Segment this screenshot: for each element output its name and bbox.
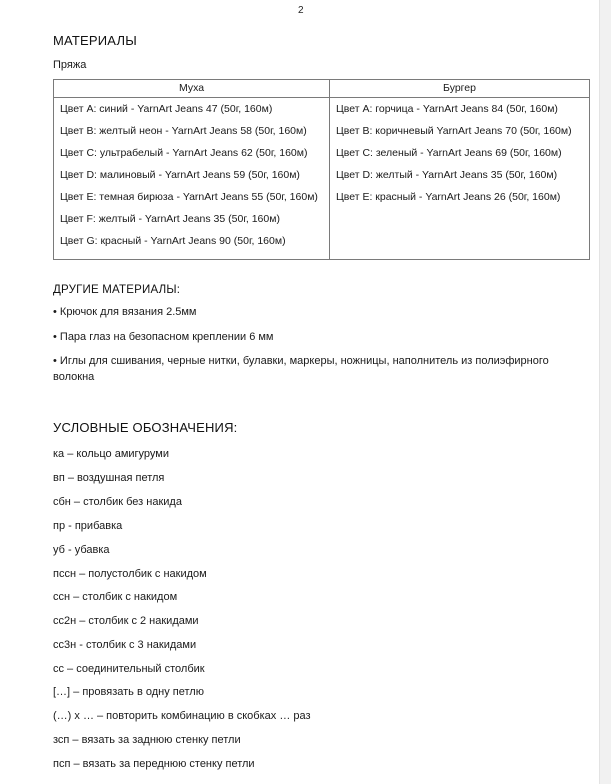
fly-yarn-item: Цвет Е: темная бирюза - YarnArt Jeans 55 (50г, 160м)	[60, 191, 318, 203]
legend-item: зсп – вязать за заднюю стенку петли	[53, 734, 241, 746]
burger-yarn-item: Цвет А: горчица - YarnArt Jeans 84 (50г, 160м)	[336, 103, 558, 115]
fly-yarn-item: Цвет С: ультрабелый - YarnArt Jeans 62 (50г, 160м)	[60, 147, 308, 159]
legend-item: уб - убавка	[53, 544, 110, 556]
legend-item: сс – соединительный столбик	[53, 663, 205, 675]
legend-item: (…) x … – повторить комбинацию в скобках … раз	[53, 710, 311, 722]
legend-item: вп – воздушная петля	[53, 472, 165, 484]
fly-yarn-item: Цвет F: желтый - YarnArt Jeans 35 (50г, 160м)	[60, 213, 280, 225]
legend-item: сс2н – столбик с 2 накидами	[53, 615, 199, 627]
scrollbar-track[interactable]	[599, 0, 611, 784]
legend-item: […] – провязать в одну петлю	[53, 686, 204, 698]
yarn-label: Пряжа	[53, 59, 87, 71]
legend-item: ка – кольцо амигуруми	[53, 448, 170, 460]
legend-item: псп – вязать за переднюю стенку петли	[53, 758, 255, 770]
burger-yarn-item: Цвет С: зеленый - YarnArt Jeans 69 (50г, 160м)	[336, 147, 562, 159]
fly-yarn-item: Цвет G: красный - YarnArt Jeans 90 (50г, 160м)	[60, 235, 286, 247]
legend-heading: УСЛОВНЫЕ ОБОЗНАЧЕНИЯ:	[53, 420, 238, 435]
other-material-item: • Крючок для вязания 2.5мм	[53, 306, 197, 318]
burger-yarn-item: Цвет В: коричневый YarnArt Jeans 70 (50г, 160м)	[336, 125, 572, 137]
fly-column-header: Муха	[54, 80, 330, 98]
legend-item: сбн – столбик без накида	[53, 496, 182, 508]
fly-yarn-cell	[54, 98, 330, 260]
other-materials-heading: ДРУГИЕ МАТЕРИАЛЫ:	[53, 284, 181, 296]
fly-yarn-item: Цвет D: малиновый - YarnArt Jeans 59 (50г, 160м)	[60, 169, 300, 181]
page-number: 2	[298, 5, 304, 16]
fly-yarn-item: Цвет А: синий - YarnArt Jeans 47 (50г, 160м)	[60, 103, 273, 115]
yarn-table-row	[54, 98, 590, 260]
yarn-table-header-row	[54, 80, 590, 98]
fly-yarn-item: Цвет В: желтый неон - YarnArt Jeans 58 (50г, 160м)	[60, 125, 307, 137]
materials-heading: МАТЕРИАЛЫ	[53, 33, 137, 48]
legend-item: сс3н - столбик с 3 накидами	[53, 639, 197, 651]
other-material-item: • Пара глаз на безопасном креплении 6 мм	[53, 331, 274, 343]
burger-yarn-cell	[330, 98, 590, 260]
legend-item: пссн – полустолбик с накидом	[53, 568, 207, 580]
burger-yarn-item: Цвет Е: красный - YarnArt Jeans 26 (50г, 160м)	[336, 191, 561, 203]
legend-item: пр - прибавка	[53, 520, 123, 532]
yarn-table	[53, 79, 590, 260]
burger-yarn-item: Цвет D: желтый - YarnArt Jeans 35 (50г, 160м)	[336, 169, 558, 181]
burger-column-header: Бургер	[330, 80, 590, 98]
other-material-item: • Иглы для сшивания, черные нитки, булавки, маркеры, ножницы, наполнитель из полиэфирного волокна	[53, 355, 549, 383]
legend-item: ссн – столбик с накидом	[53, 591, 178, 603]
